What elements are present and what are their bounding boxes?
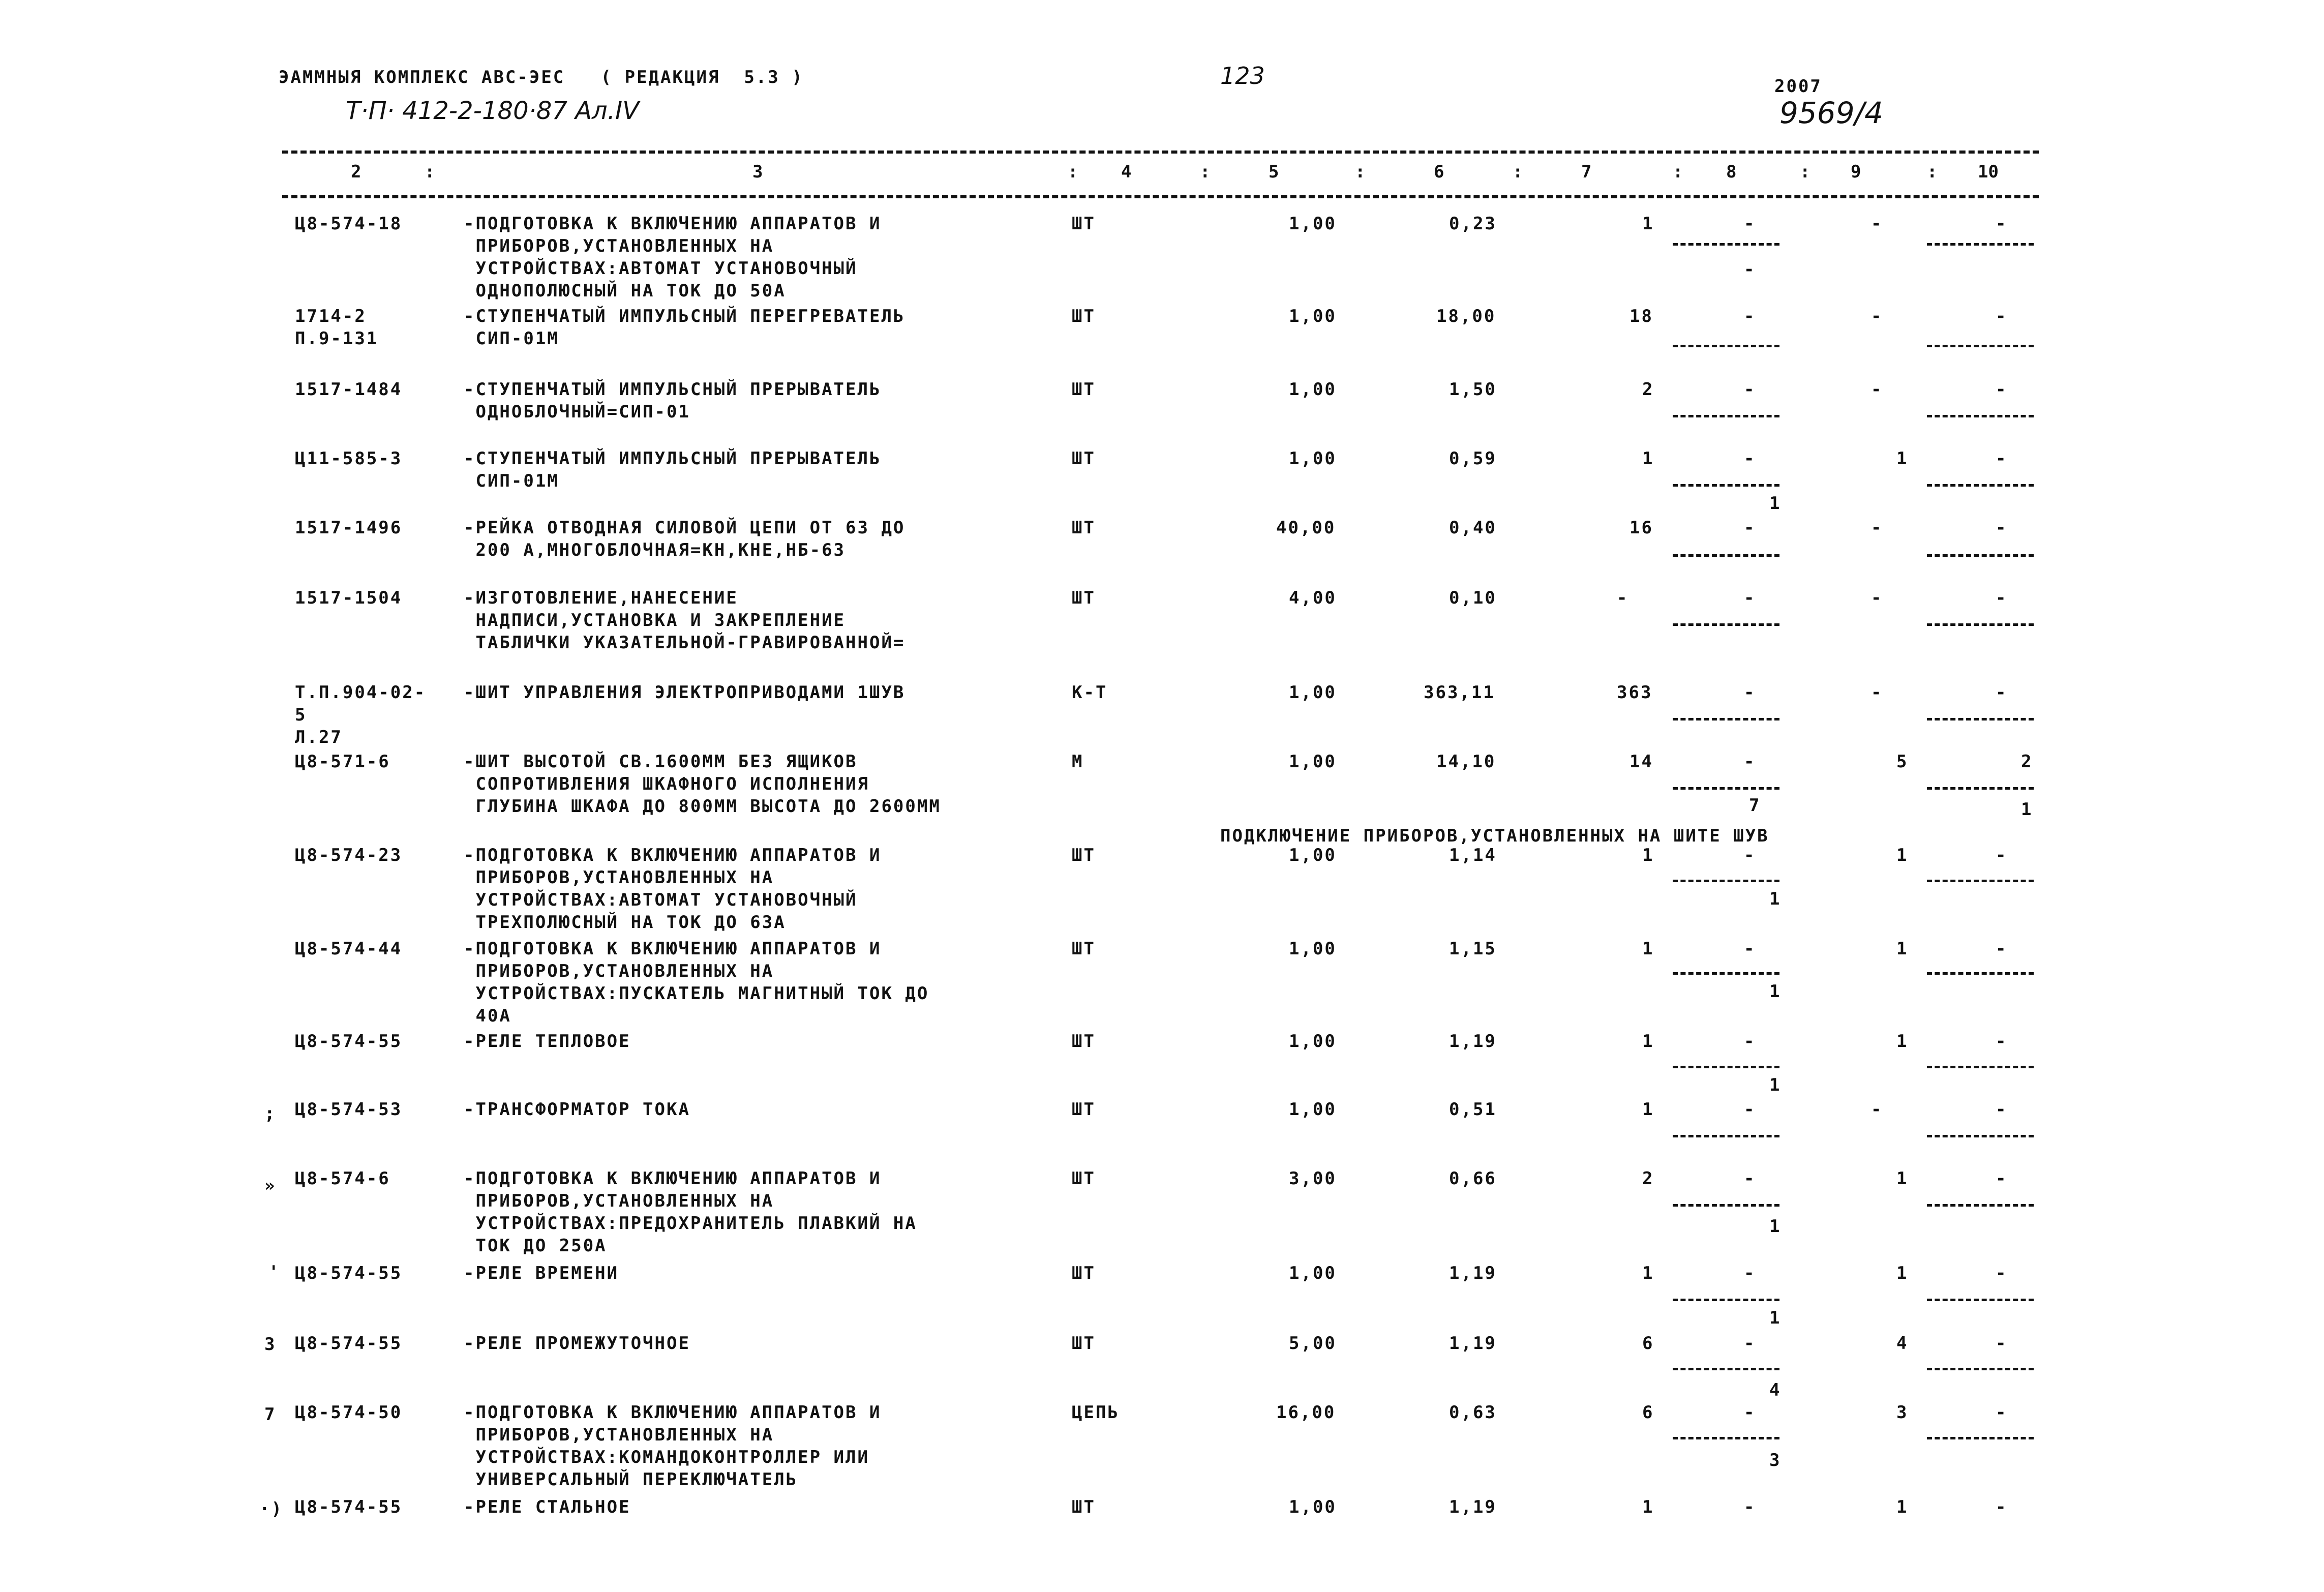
row-code: 1517-1504 bbox=[295, 588, 403, 608]
row-code: Ц11-585-3 bbox=[295, 448, 403, 469]
row-col7: 2 bbox=[1642, 379, 1654, 400]
subtotal-rule bbox=[1927, 623, 2034, 626]
row-description: -РЕЛЕ ТЕПЛОВОЕ bbox=[464, 1031, 631, 1052]
row-description: -РЕЛЕ ПРОМЕЖУТОЧНОЕ bbox=[464, 1333, 690, 1354]
document-number: 9569/4 bbox=[1779, 96, 1884, 130]
row-code: Ц8-574-44 bbox=[295, 939, 403, 959]
row-col10: - bbox=[1996, 1497, 2008, 1517]
page-number: 123 bbox=[1220, 62, 1265, 89]
row-quantity: 3,00 bbox=[1289, 1168, 1337, 1189]
row-col10: - bbox=[1996, 214, 2008, 234]
margin-mark: » bbox=[264, 1176, 277, 1196]
row-col8-below: - bbox=[1744, 259, 1756, 280]
row-col6: 1,15 bbox=[1449, 939, 1497, 959]
row-col7: 1 bbox=[1642, 1497, 1654, 1517]
row-description: -СТУПЕНЧАТЫЙ ИМПУЛЬСНЫЙ ПРЕРЫВАТЕЛЬ ОДНОБЛОЧНЫЙ=СИП-01 bbox=[464, 379, 882, 422]
row-col9: 5 bbox=[1896, 752, 1909, 772]
row-code: Ц8-574-6 bbox=[295, 1168, 390, 1189]
row-col8-below: 1 bbox=[1769, 889, 1782, 909]
row-unit: ЦЕПЬ bbox=[1072, 1402, 1120, 1423]
row-col8: - bbox=[1744, 588, 1756, 608]
row-quantity: 1,00 bbox=[1289, 379, 1337, 400]
row-unit: К-Т bbox=[1072, 682, 1108, 703]
row-col9: 1 bbox=[1896, 1263, 1909, 1283]
row-col8: - bbox=[1744, 682, 1756, 703]
subtotal-rule bbox=[1927, 787, 2034, 790]
row-col7: 14 bbox=[1629, 752, 1653, 772]
row-col10: - bbox=[1996, 1168, 2008, 1189]
subtotal-rule bbox=[1927, 718, 2034, 720]
col-header-5: 5 bbox=[1269, 162, 1279, 182]
row-col9: 3 bbox=[1896, 1402, 1909, 1423]
row-col8: - bbox=[1744, 939, 1756, 959]
row-unit: ШТ bbox=[1072, 1497, 1096, 1517]
row-col8-below: 3 bbox=[1769, 1450, 1782, 1470]
row-col9: - bbox=[1871, 214, 1883, 234]
row-description: -ТРАНСФОРМАТОР ТОКА bbox=[464, 1099, 690, 1120]
col-sep: : bbox=[425, 162, 435, 182]
subtotal-rule bbox=[1927, 415, 2034, 417]
subtotal-rule bbox=[1927, 243, 2034, 246]
row-col7: 6 bbox=[1642, 1333, 1654, 1354]
row-col6: 0,63 bbox=[1449, 1402, 1497, 1423]
header-rule-top bbox=[282, 151, 2039, 154]
subtotal-rule bbox=[1673, 243, 1779, 246]
row-col8: - bbox=[1744, 1099, 1756, 1120]
row-description: -РЕЛЕ ВРЕМЕНИ bbox=[464, 1263, 619, 1283]
row-col8: - bbox=[1744, 306, 1756, 326]
row-col10: - bbox=[1996, 518, 2008, 538]
col-header-10: 10 bbox=[1978, 162, 1999, 182]
row-col9: 1 bbox=[1896, 1031, 1909, 1052]
col-header-4: 4 bbox=[1121, 162, 1132, 182]
row-col6: 1,19 bbox=[1449, 1031, 1497, 1052]
row-col8: - bbox=[1744, 1402, 1756, 1423]
row-col10: - bbox=[1996, 1031, 2008, 1052]
row-unit: ШТ bbox=[1072, 1031, 1096, 1052]
subtotal-rule bbox=[1673, 972, 1779, 975]
row-col8-below: 1 bbox=[1769, 1075, 1782, 1095]
subtotal-rule bbox=[1673, 718, 1779, 720]
row-quantity: 1,00 bbox=[1289, 1031, 1337, 1052]
subtotal-rule bbox=[1673, 787, 1779, 790]
row-quantity: 1,00 bbox=[1289, 1099, 1337, 1120]
row-unit: ШТ bbox=[1072, 1168, 1096, 1189]
row-col6: 0,40 bbox=[1449, 518, 1497, 538]
row-code: 1517-1484 bbox=[295, 379, 403, 400]
subtotal-rule bbox=[1673, 880, 1779, 882]
row-code: Ц8-574-53 bbox=[295, 1099, 403, 1120]
subtotal-rule bbox=[1673, 415, 1779, 417]
row-col8-below: 7 bbox=[1749, 795, 1761, 816]
row-col10: - bbox=[1996, 306, 2008, 326]
row-col9: - bbox=[1871, 518, 1883, 538]
row-col8: - bbox=[1744, 379, 1756, 400]
row-col10: - bbox=[1996, 682, 2008, 703]
row-unit: ШТ bbox=[1072, 1263, 1096, 1283]
subtotal-rule bbox=[1673, 1437, 1779, 1439]
row-description: -СТУПЕНЧАТЫЙ ИМПУЛЬСНЫЙ ПЕРЕГРЕВАТЕЛЬ СИП-01М bbox=[464, 306, 906, 349]
subtotal-rule bbox=[1927, 1437, 2034, 1439]
row-quantity: 1,00 bbox=[1289, 682, 1337, 703]
header-rule-bottom bbox=[282, 195, 2039, 198]
row-col8: - bbox=[1744, 1031, 1756, 1052]
row-col7: 16 bbox=[1629, 518, 1653, 538]
row-col6: 1,50 bbox=[1449, 379, 1497, 400]
row-quantity: 1,00 bbox=[1289, 214, 1337, 234]
row-col6: 0,66 bbox=[1449, 1168, 1497, 1189]
row-col9: 1 bbox=[1896, 1497, 1909, 1517]
row-col8: - bbox=[1744, 1333, 1756, 1354]
row-col10: - bbox=[1996, 845, 2008, 865]
col-sep: : bbox=[1800, 162, 1810, 182]
row-col8: - bbox=[1744, 845, 1756, 865]
row-description: -ШИТ ВЫСОТОЙ СВ.1600ММ БЕЗ ЯЩИКОВ СОПРОТИВЛЕНИЯ ШКАФНОГО ИСПОЛНЕНИЯ ГЛУБИНА ШКАФА ДО 800ММ ВЫСОТА ДО 2600ММ bbox=[464, 752, 941, 817]
row-description: -ИЗГОТОВЛЕНИЕ,НАНЕСЕНИЕ НАДПИСИ,УСТАНОВКА И ЗАКРЕПЛЕНИЕ ТАБЛИЧКИ УКАЗАТЕЛЬНОЙ-ГРАВИРОВАННОЙ= bbox=[464, 588, 906, 653]
row-code: Т.П.904-02- 5 Л.27 bbox=[295, 682, 427, 747]
row-description: -ПОДГОТОВКА К ВКЛЮЧЕНИЮ АППАРАТОВ И ПРИБОРОВ,УСТАНОВЛЕННЫХ НА УСТРОЙСТВАХ:АВТОМАТ УСТАНОВОЧНЫЙ ОДНОПОЛЮСНЫЙ НА ТОК ДО 50А bbox=[464, 214, 882, 301]
row-col10: - bbox=[1996, 1333, 2008, 1354]
row-code: Ц8-574-50 bbox=[295, 1402, 403, 1423]
row-col6: 0,10 bbox=[1449, 588, 1497, 608]
subtotal-rule bbox=[1673, 1368, 1779, 1370]
row-col7: 363 bbox=[1617, 682, 1653, 703]
row-quantity: 5,00 bbox=[1289, 1333, 1337, 1354]
row-description: -ШИТ УПРАВЛЕНИЯ ЭЛЕКТРОПРИВОДАМИ 1ШУВ bbox=[464, 682, 906, 703]
subtotal-rule bbox=[1927, 880, 2034, 882]
row-col7: 1 bbox=[1642, 939, 1654, 959]
col-sep: : bbox=[1927, 162, 1938, 182]
subtotal-rule bbox=[1927, 972, 2034, 975]
row-col10: - bbox=[1996, 448, 2008, 469]
row-col9: 1 bbox=[1896, 845, 1909, 865]
row-unit: М bbox=[1072, 752, 1084, 772]
row-col10: - bbox=[1996, 1402, 2008, 1423]
subtotal-rule bbox=[1673, 1135, 1779, 1137]
row-unit: ШТ bbox=[1072, 306, 1096, 326]
subtotal-rule bbox=[1673, 345, 1779, 347]
row-description: -СТУПЕНЧАТЫЙ ИМПУЛЬСНЫЙ ПРЕРЫВАТЕЛЬ СИП-01М bbox=[464, 448, 882, 491]
row-col8-below: 1 bbox=[1769, 493, 1782, 514]
row-col6: 1,19 bbox=[1449, 1497, 1497, 1517]
row-col10: - bbox=[1996, 1099, 2008, 1120]
row-col8: - bbox=[1744, 752, 1756, 772]
row-description: -ПОДГОТОВКА К ВКЛЮЧЕНИЮ АППАРАТОВ И ПРИБОРОВ,УСТАНОВЛЕННЫХ НА УСТРОЙСТВАХ:АВТОМАТ УСТАНОВОЧНЫЙ ТРЕХПОЛЮСНЫЙ НА ТОК ДО 63А bbox=[464, 845, 882, 933]
row-code: Ц8-574-55 bbox=[295, 1263, 403, 1283]
row-code: Ц8-574-55 bbox=[295, 1497, 403, 1517]
col-header-2: 2 bbox=[351, 162, 361, 182]
row-code: 1714-2 П.9-131 bbox=[295, 306, 379, 349]
row-unit: ШТ bbox=[1072, 448, 1096, 469]
subtotal-rule bbox=[1927, 345, 2034, 347]
row-col7: 2 bbox=[1642, 1168, 1654, 1189]
row-code: Ц8-571-6 bbox=[295, 752, 390, 772]
row-col6: 0,59 bbox=[1449, 448, 1497, 469]
row-col8: - bbox=[1744, 1263, 1756, 1283]
row-quantity: 1,00 bbox=[1289, 1263, 1337, 1283]
row-col9: - bbox=[1871, 306, 1883, 326]
margin-mark: ·) bbox=[259, 1499, 283, 1519]
section-note: ПОДКЛЮЧЕНИЕ ПРИБОРОВ,УСТАНОВЛЕННЫХ НА ШИТЕ ШУВ bbox=[1220, 826, 1769, 846]
row-col8-below: 1 bbox=[1769, 981, 1782, 1002]
row-col9: 1 bbox=[1896, 1168, 1909, 1189]
row-col7: 18 bbox=[1629, 306, 1653, 326]
col-header-8: 8 bbox=[1726, 162, 1737, 182]
col-header-9: 9 bbox=[1851, 162, 1861, 182]
row-col6: 363,11 bbox=[1424, 682, 1495, 703]
row-col6: 0,23 bbox=[1449, 214, 1497, 234]
row-col9: 1 bbox=[1896, 939, 1909, 959]
row-col7: 1 bbox=[1642, 1099, 1654, 1120]
subtotal-rule bbox=[1673, 623, 1779, 626]
row-unit: ШТ bbox=[1072, 939, 1096, 959]
col-sep: : bbox=[1513, 162, 1523, 182]
row-col9: - bbox=[1871, 1099, 1883, 1120]
col-sep: : bbox=[1200, 162, 1211, 182]
row-col7: 1 bbox=[1642, 448, 1654, 469]
col-header-3: 3 bbox=[752, 162, 763, 182]
subtotal-rule bbox=[1927, 1368, 2034, 1370]
subtotal-rule bbox=[1927, 1299, 2034, 1301]
program-title: ЭАММНЫЯ КОМПЛЕКС АВС-ЭЕС ( РЕДАКЦИЯ 5.3 ) bbox=[279, 67, 804, 87]
subtotal-rule bbox=[1927, 1135, 2034, 1137]
subtotal-rule bbox=[1927, 1204, 2034, 1207]
row-unit: ШТ bbox=[1072, 379, 1096, 400]
row-col6: 0,51 bbox=[1449, 1099, 1497, 1120]
row-col8-below: 1 bbox=[1769, 1216, 1782, 1237]
row-col9: - bbox=[1871, 588, 1883, 608]
row-col6: 1,19 bbox=[1449, 1333, 1497, 1354]
row-unit: ШТ bbox=[1072, 1333, 1096, 1354]
row-quantity: 1,00 bbox=[1289, 939, 1337, 959]
subtotal-rule bbox=[1673, 1299, 1779, 1301]
row-quantity: 4,00 bbox=[1289, 588, 1337, 608]
col-sep: : bbox=[1355, 162, 1366, 182]
row-unit: ШТ bbox=[1072, 214, 1096, 234]
row-code: 1517-1496 bbox=[295, 518, 403, 538]
row-col8: - bbox=[1744, 214, 1756, 234]
margin-mark: ' bbox=[268, 1262, 281, 1282]
subtotal-rule bbox=[1927, 1066, 2034, 1068]
row-col9: - bbox=[1871, 379, 1883, 400]
row-col10: - bbox=[1996, 1263, 2008, 1283]
row-col10: - bbox=[1996, 588, 2008, 608]
row-quantity: 16,00 bbox=[1276, 1402, 1336, 1423]
row-description: -ПОДГОТОВКА К ВКЛЮЧЕНИЮ АППАРАТОВ И ПРИБОРОВ,УСТАНОВЛЕННЫХ НА УСТРОЙСТВАХ:ПРЕДОХРАНИТЕЛЬ ПЛАВКИЙ НА ТОК ДО 250А bbox=[464, 1168, 917, 1256]
margin-mark: 3 bbox=[264, 1334, 277, 1355]
row-col6: 18,00 bbox=[1436, 306, 1496, 326]
row-col10-below: 1 bbox=[2021, 799, 2033, 820]
row-quantity: 1,00 bbox=[1289, 306, 1337, 326]
row-col8: - bbox=[1744, 518, 1756, 538]
col-header-6: 6 bbox=[1434, 162, 1444, 182]
row-col7: - bbox=[1617, 588, 1629, 608]
subtotal-rule bbox=[1673, 554, 1779, 557]
row-unit: ШТ bbox=[1072, 845, 1096, 865]
year-label: 2007 bbox=[1774, 76, 1822, 97]
row-code: Ц8-574-55 bbox=[295, 1031, 403, 1052]
subtotal-rule bbox=[1673, 1066, 1779, 1068]
row-code: Ц8-574-55 bbox=[295, 1333, 403, 1354]
row-col7: 1 bbox=[1642, 1031, 1654, 1052]
row-col9: 1 bbox=[1896, 448, 1909, 469]
row-quantity: 1,00 bbox=[1289, 845, 1337, 865]
subtotal-rule bbox=[1927, 554, 2034, 557]
row-col6: 1,19 bbox=[1449, 1263, 1497, 1283]
row-col8-above: 4 bbox=[1769, 1380, 1782, 1400]
col-sep: : bbox=[1068, 162, 1078, 182]
row-description: -РЕЙКА ОТВОДНАЯ СИЛОВОЙ ЦЕПИ ОТ 63 ДО 200 А,МНОГОБЛОЧНАЯ=КН,КНЕ,НБ-63 bbox=[464, 518, 906, 560]
row-unit: ШТ bbox=[1072, 588, 1096, 608]
margin-mark: 7 bbox=[264, 1404, 277, 1425]
row-col7: 1 bbox=[1642, 1263, 1654, 1283]
row-unit: ШТ bbox=[1072, 518, 1096, 538]
subtotal-rule bbox=[1673, 484, 1779, 487]
row-col9: - bbox=[1871, 682, 1883, 703]
row-col10: - bbox=[1996, 939, 2008, 959]
row-unit: ШТ bbox=[1072, 1099, 1096, 1120]
row-col6: 1,14 bbox=[1449, 845, 1497, 865]
row-col8-below: 1 bbox=[1769, 1308, 1782, 1328]
row-description: -ПОДГОТОВКА К ВКЛЮЧЕНИЮ АППАРАТОВ И ПРИБОРОВ,УСТАНОВЛЕННЫХ НА УСТРОЙСТВАХ:КОМАНДОКОНТРОЛЛЕР ИЛИ УНИВЕРСАЛЬНЫЙ ПЕРЕКЛЮЧАТЕЛЬ bbox=[464, 1402, 882, 1490]
row-quantity: 1,00 bbox=[1289, 1497, 1337, 1517]
subtotal-rule bbox=[1673, 1204, 1779, 1207]
row-col7: 6 bbox=[1642, 1402, 1654, 1423]
row-quantity: 1,00 bbox=[1289, 752, 1337, 772]
row-quantity: 1,00 bbox=[1289, 448, 1337, 469]
subtotal-rule bbox=[1927, 484, 2034, 487]
col-header-7: 7 bbox=[1581, 162, 1592, 182]
row-col9: 4 bbox=[1896, 1333, 1909, 1354]
margin-mark: ; bbox=[264, 1103, 277, 1124]
row-col6: 14,10 bbox=[1436, 752, 1496, 772]
project-reference: Т·П· 412-2-180·87 Ал.IV bbox=[346, 97, 639, 125]
row-description: -ПОДГОТОВКА К ВКЛЮЧЕНИЮ АППАРАТОВ И ПРИБОРОВ,УСТАНОВЛЕННЫХ НА УСТРОЙСТВАХ:ПУСКАТЕЛЬ МАГНИТНЫЙ ТОК ДО 40А bbox=[464, 939, 929, 1026]
row-col8: - bbox=[1744, 448, 1756, 469]
row-col7: 1 bbox=[1642, 845, 1654, 865]
row-col7: 1 bbox=[1642, 214, 1654, 234]
row-col10: - bbox=[1996, 379, 2008, 400]
row-col8: - bbox=[1744, 1168, 1756, 1189]
row-col10: 2 bbox=[2021, 752, 2033, 772]
row-code: Ц8-574-18 bbox=[295, 214, 403, 234]
row-col8: - bbox=[1744, 1497, 1756, 1517]
row-code: Ц8-574-23 bbox=[295, 845, 403, 865]
row-quantity: 40,00 bbox=[1276, 518, 1336, 538]
row-description: -РЕЛЕ СТАЛЬНОЕ bbox=[464, 1497, 631, 1517]
col-sep: : bbox=[1673, 162, 1683, 182]
